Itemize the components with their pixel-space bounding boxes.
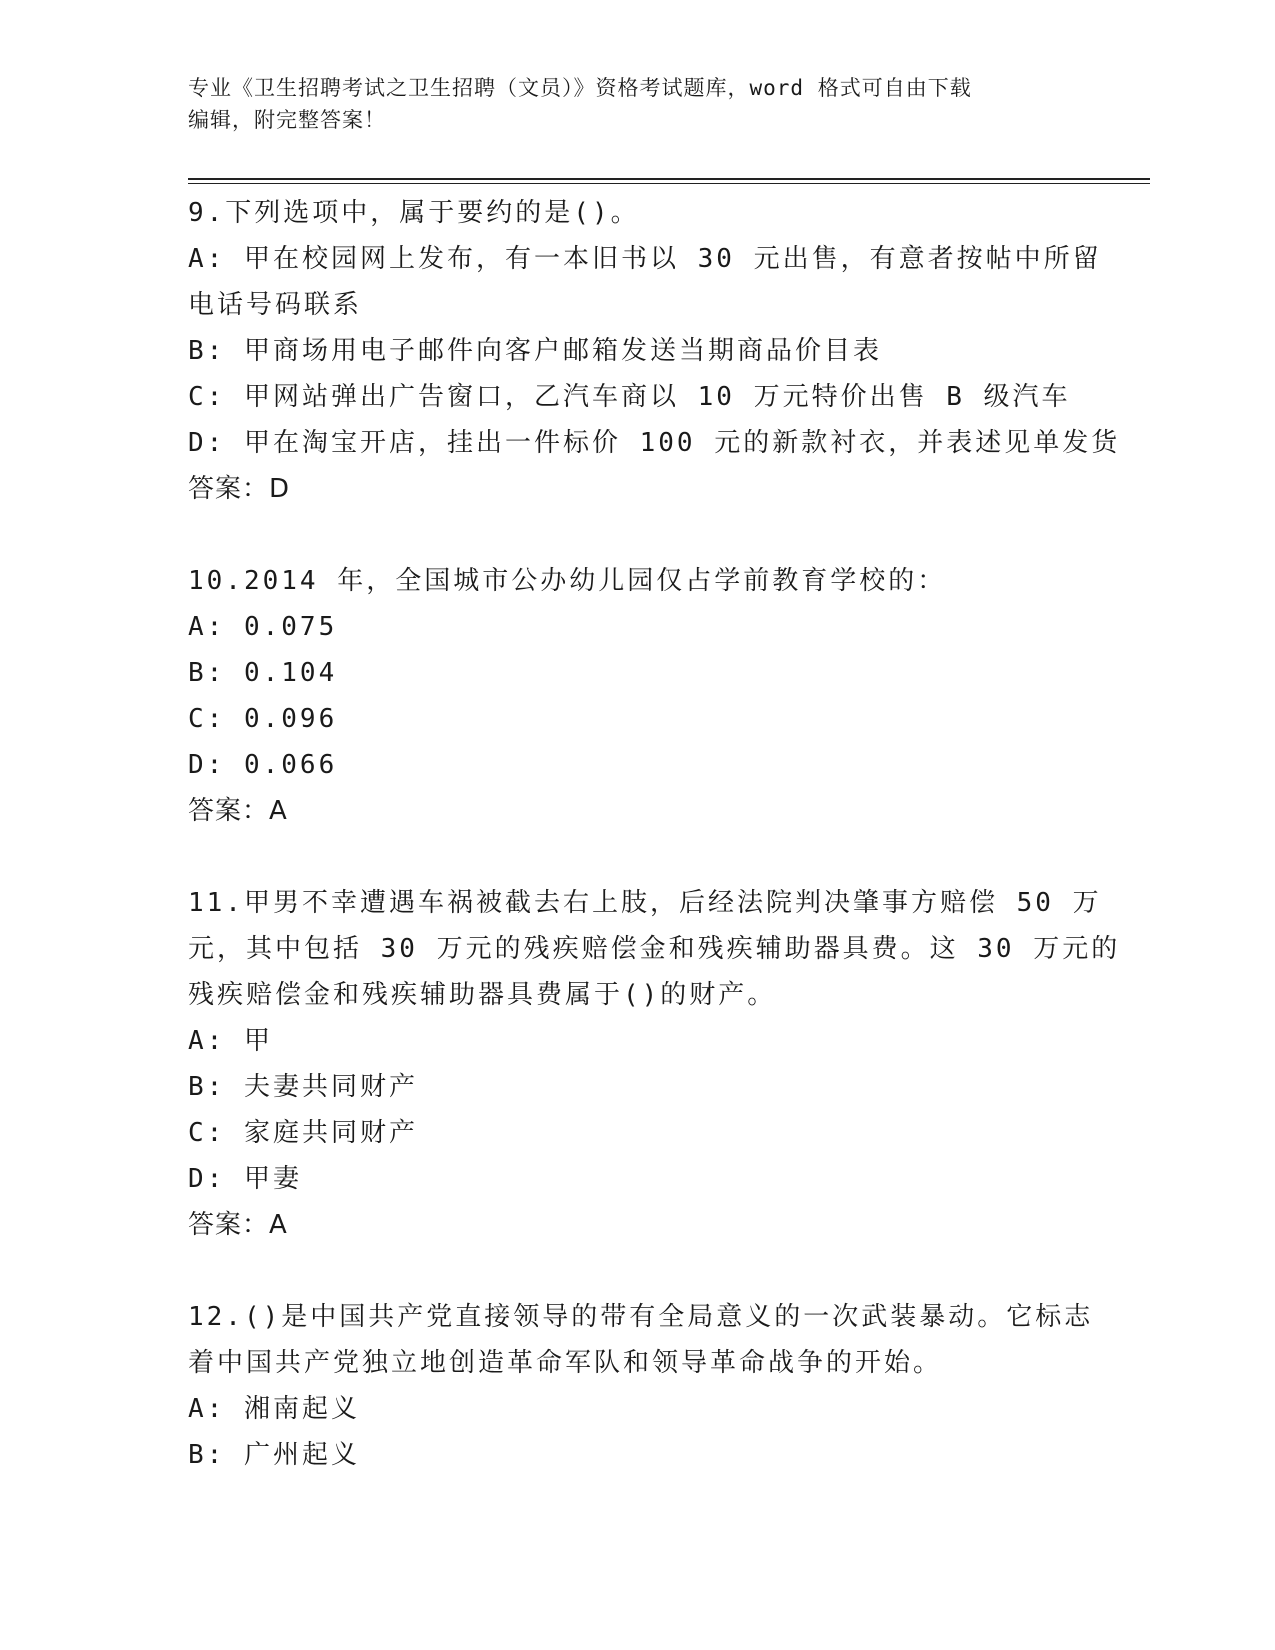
question-stem-line-2: 元，其中包括 30 万元的残疾赔偿金和残疾辅助器具费。这 30 万元的 — [188, 934, 1121, 964]
option-d: D: 甲妻 — [188, 1164, 302, 1194]
header-divider-thick — [188, 178, 1150, 180]
question-9 — [188, 190, 1121, 512]
option-b: B: 夫妻共同财产 — [188, 1072, 418, 1102]
answer-label: 答案：D — [188, 474, 291, 504]
question-list — [188, 190, 1121, 1478]
question-12 — [188, 1294, 1094, 1478]
option-a-line-2: 电话号码联系 — [188, 290, 363, 320]
question-stem-line-3: 残疾赔偿金和残疾辅助器具费属于()的财产。 — [188, 980, 777, 1010]
answer-label: 答案：A — [188, 796, 288, 826]
question-stem-line-1: 12.()是中国共产党直接领导的带有全局意义的一次武装暴动。它标志 — [188, 1302, 1094, 1332]
option-b: B: 广州起义 — [188, 1440, 360, 1470]
question-stem-line-2: 着中国共产党独立地创造革命军队和领导革命战争的开始。 — [188, 1348, 943, 1378]
question-stem-line-1: 11.甲男不幸遭遇车祸被截去右上肢，后经法院判决肇事方赔偿 50 万 — [188, 888, 1102, 918]
option-a: A: 甲 — [188, 1026, 273, 1056]
option-c: C: 0.096 — [188, 704, 338, 734]
answer-label: 答案：A — [188, 1210, 288, 1240]
option-a-line-1: A: 甲在校园网上发布，有一本旧书以 30 元出售，有意者按帖中所留 — [188, 244, 1102, 274]
option-a: A: 湘南起义 — [188, 1394, 360, 1424]
document-header — [188, 72, 1088, 136]
question-10 — [188, 558, 1088, 834]
option-d: D: 甲在淘宝开店，挂出一件标价 100 元的新款衬衣，并表述见单发货 — [188, 428, 1121, 458]
header-divider-thin — [188, 183, 1150, 184]
option-c: C: 家庭共同财产 — [188, 1118, 418, 1148]
option-b: B: 0.104 — [188, 658, 338, 688]
spacer — [188, 512, 1088, 558]
option-c: C: 甲网站弹出广告窗口，乙汽车商以 10 万元特价出售 B 级汽车 — [188, 382, 1071, 412]
question-stem-line: 9.下列选项中，属于要约的是()。 — [188, 198, 640, 228]
option-a: A: 0.075 — [188, 612, 338, 642]
header-line-1: 专业《卫生招聘考试之卫生招聘（文员）》资格考试题库，word 格式可自由下载 — [188, 76, 972, 100]
question-stem-line: 10.2014 年，全国城市公办幼儿园仅占学前教育学校的： — [188, 566, 947, 596]
question-11 — [188, 880, 1121, 1248]
header-line-2: 编辑，附完整答案！ — [188, 108, 386, 132]
option-b: B: 甲商场用电子邮件向客户邮箱发送当期商品价目表 — [188, 336, 882, 366]
spacer — [188, 1248, 1088, 1294]
spacer — [188, 834, 1088, 880]
option-d: D: 0.066 — [188, 750, 338, 780]
